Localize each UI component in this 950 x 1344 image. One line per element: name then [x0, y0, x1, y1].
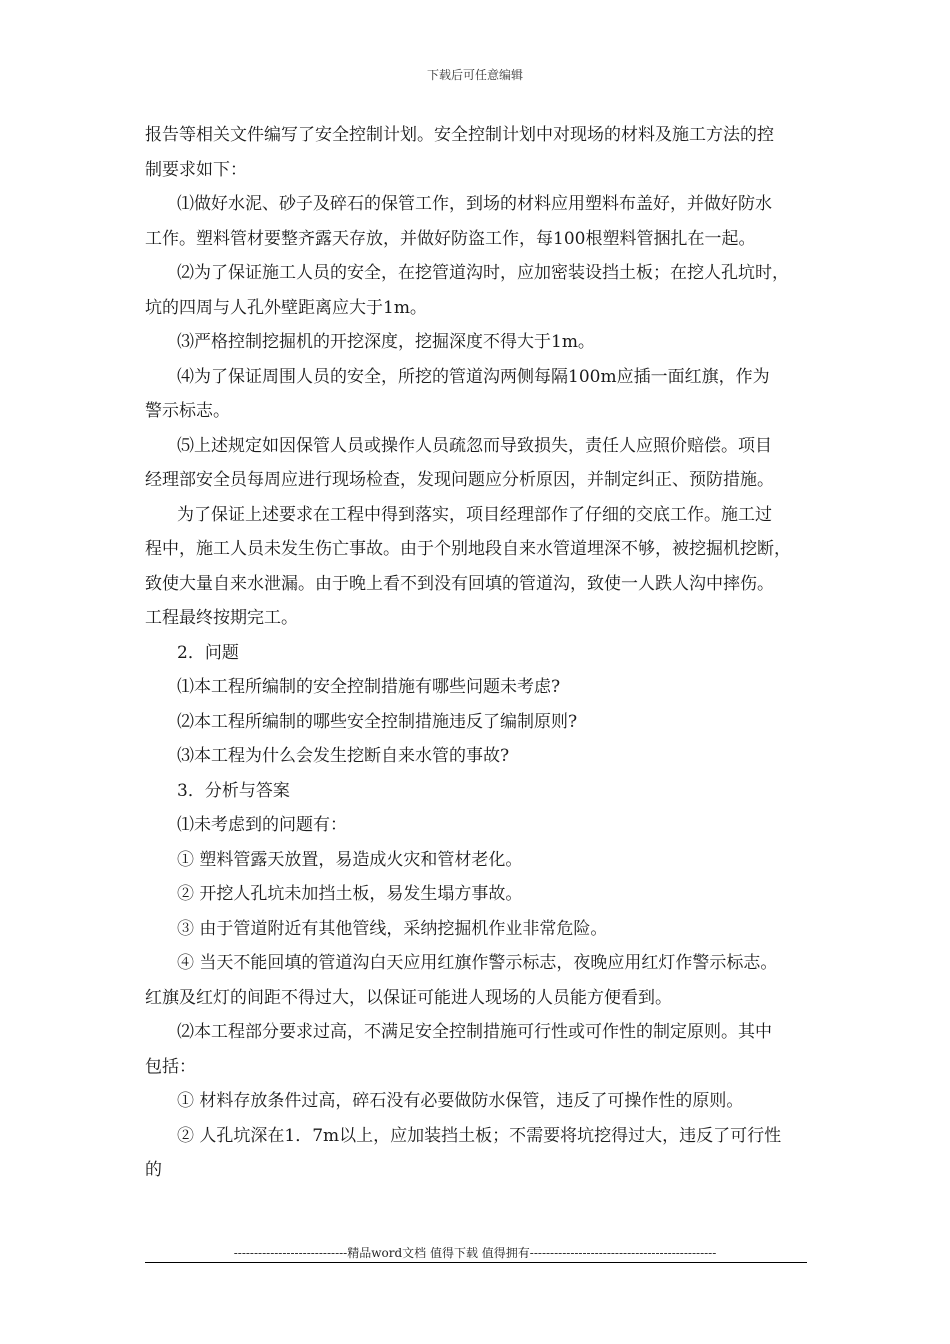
text-line: ① 材料存放条件过高，碎石没有必要做防水保管，违反了可操作性的原则。 [177, 1091, 744, 1111]
text-line: ⑶本工程为什么会发生挖断自来水管的事故? [177, 746, 510, 766]
page-footer: ----------------------------精品word文档 值得下载 值得拥有---------------------------------------------- [233, 1246, 717, 1260]
text-line: ① 塑料管露天放置，易造成火灾和管材老化。 [177, 849, 523, 870]
text-line: ② 开挖人孔坑未加挡土板，易发生塌方事故。 [177, 884, 523, 904]
text-line: 致使大量自来水泄漏。由于晚上看不到没有回填的管道沟，致使一人跌人沟中摔伤。 [145, 573, 774, 594]
text-line: 工作。塑料管材要整齐露天存放，并做好防盗工作，每100根塑料管捆扎在一起。 [145, 228, 756, 249]
text-line: ② 人孔坑深在1．7m以上，应加装挡土板；不需要将坑挖得过大，违反了可行性 [177, 1125, 782, 1146]
text-line: 制要求如下： [145, 159, 247, 180]
text-line: 程中，施工人员未发生伤亡事故。由于个别地段自来水管道埋深不够，被挖掘机挖断， [145, 539, 791, 559]
text-line: ⑵本工程部分要求过高，不满足安全控制措施可行性或可作性的制定原则。其中 [177, 1022, 772, 1042]
document-body [145, 118, 810, 1188]
text-line: 3．分析与答案 [177, 780, 290, 801]
text-line: ⑷为了保证周围人员的安全，所挖的管道沟两侧每隔100m应插一面红旗，作为 [177, 366, 770, 387]
text-line: ⑵本工程所编制的哪些安全控制措施违反了编制原则? [177, 711, 578, 732]
text-line: 工程最终按期完工。 [145, 608, 298, 628]
text-line: ⑵为了保证施工人员的安全，在挖管道沟时，应加密装设挡土板；在挖人孔坑时， [177, 263, 789, 283]
text-line: ⑸上述规定如因保管人员或操作人员疏忽而导致损失，责任人应照价赔偿。项目 [177, 435, 772, 456]
text-line: ⑶严格控制挖掘机的开挖深度，挖掘深度不得大于1m。 [177, 332, 595, 352]
page-header: 下载后可任意编辑 [426, 68, 523, 82]
text-line: ③ 由于管道附近有其他管线，采纳挖掘机作业非常危险。 [177, 918, 608, 939]
text-line: 经理部安全员每周应进行现场检查，发现问题应分析原因，并制定纠正、预防措施。 [145, 470, 774, 490]
text-line: ⑴本工程所编制的安全控制措施有哪些问题未考虑? [177, 677, 561, 697]
footer-rule [145, 1262, 807, 1263]
text-line: 的 [145, 1160, 162, 1180]
text-line: 包括： [145, 1056, 196, 1077]
text-line: ④ 当天不能回填的管道沟白天应用红旗作警示标志，夜晚应用红灯作警示标志。 [177, 953, 778, 973]
text-line: 坑的四周与人孔外壁距离应大于1m。 [145, 297, 427, 318]
text-line: 红旗及红灯的间距不得过大，以保证可能进人现场的人员能方便看到。 [145, 987, 672, 1008]
text-line: ⑴未考虑到的问题有： [177, 815, 347, 835]
text-line: ⑴做好水泥、砂子及碎石的保管工作，到场的材料应用塑料布盖好，并做好防水 [177, 194, 772, 214]
text-line: 为了保证上述要求在工程中得到落实，项目经理部作了仔细的交底工作。施工过 [177, 504, 772, 525]
text-line: 报告等相关文件编写了安全控制计划。安全控制计划中对现场的材料及施工方法的控 [145, 125, 774, 145]
text-line: 2．问题 [177, 642, 239, 663]
text-line: 警示标志。 [145, 401, 230, 421]
